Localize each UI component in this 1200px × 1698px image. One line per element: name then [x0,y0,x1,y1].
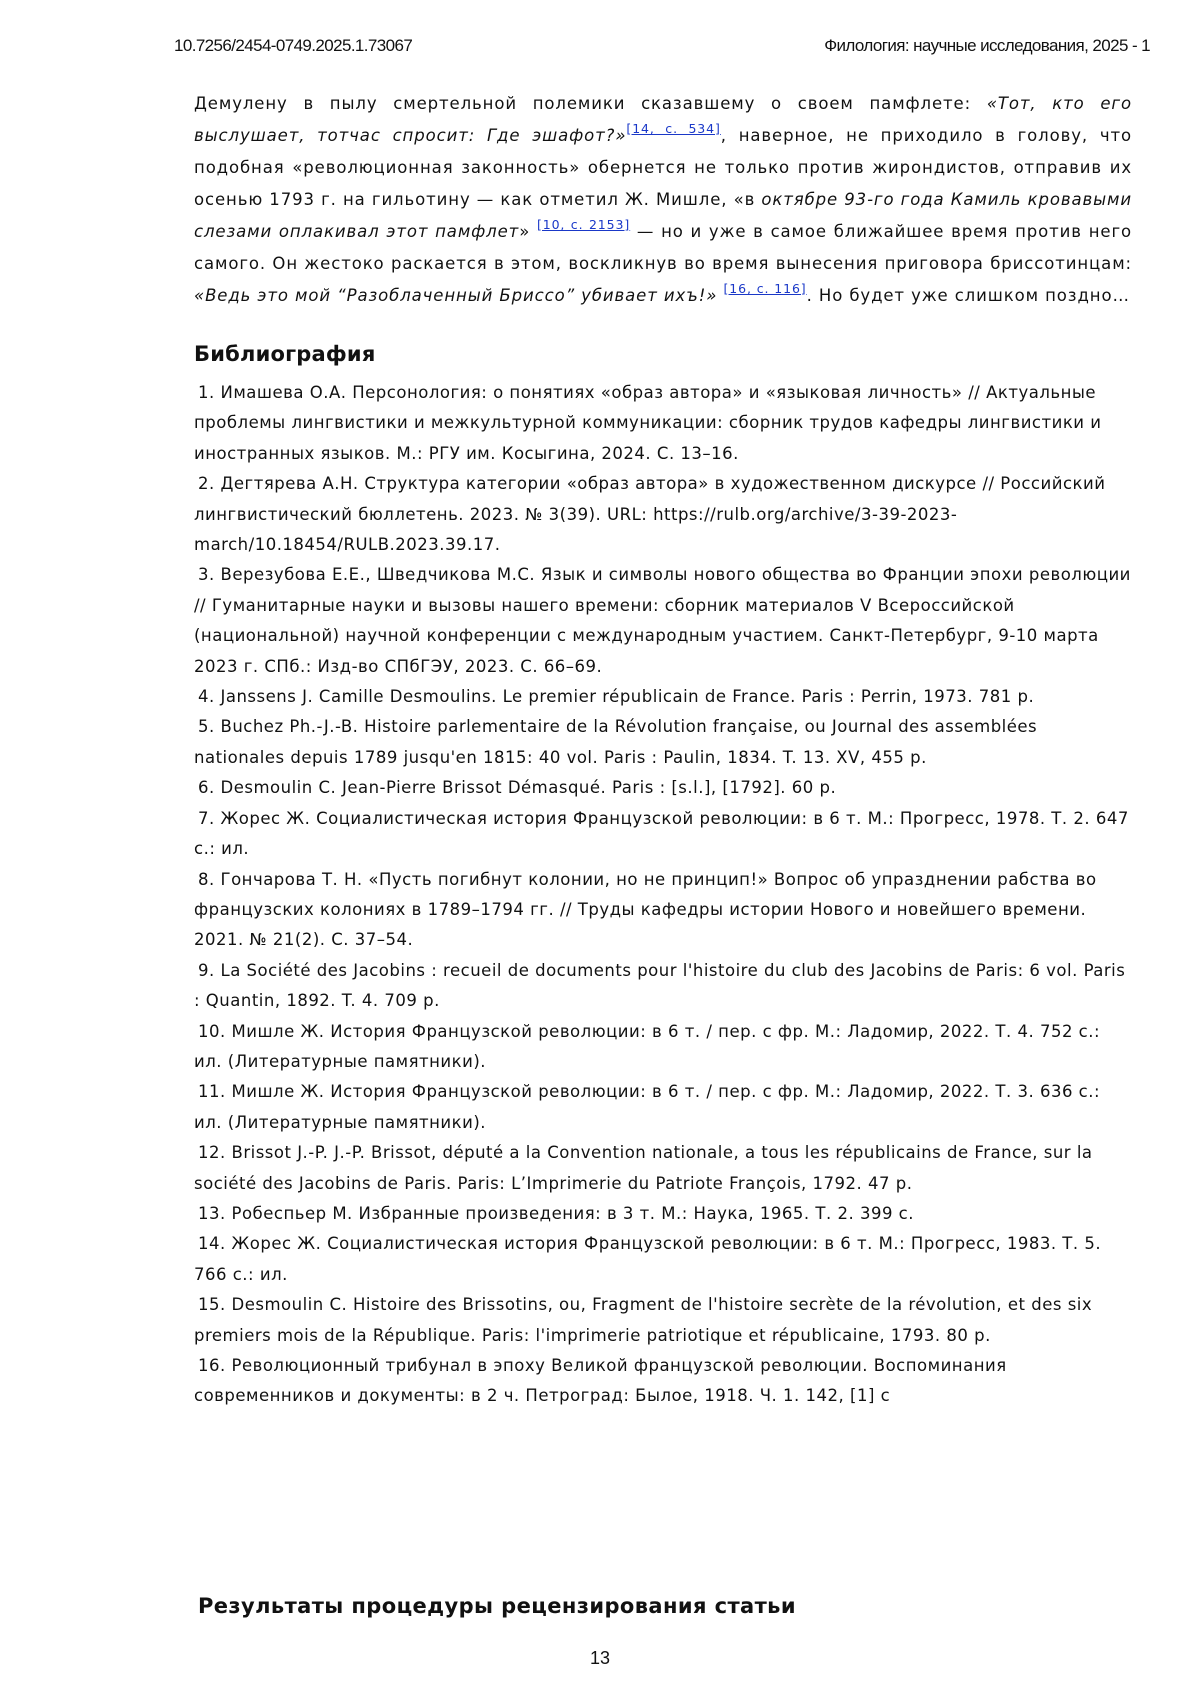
text-run: — но и уже в самое ближайшее время против него самого. Он жестоко раскается в этом, воскликнув во время вынесения приговора бриссотинцам: [194,222,1132,273]
item-text: Верезубова Е.Е., Шведчикова М.С. Язык и символы нового общества во Франции эпохи революции // Гуманитарные науки и вызовы нашего времени: сборник материалов V Всероссийской (национальной) научной конференции с международным участием. Санкт-Петербург, 9-10 марта 2023 г. СПб.: Изд-во СПбГЭУ, 2023. С. 66–69. [194,565,1131,675]
item-text: Buchez Ph.-J.-B. Histoire parlementaire de la Révolution française, ou Journal des assemblées nationales depuis 1789 jusqu'en 1815: 40 vol. Paris : Paulin, 1834. T. 13. XV, 455 p. [194,717,1037,766]
bibliography-item [194,1077,1132,1138]
bibliography-item [194,956,1132,1017]
journal-title: Филология: научные исследования, 2025 - 1 [824,36,1150,56]
item-number: 6. [194,773,215,803]
review-results-heading: Результаты процедуры рецензирования статьи [198,1594,796,1628]
item-text: Жорес Ж. Социалистическая история Французской революции: в 6 т. М.: Прогресс, 1978. Т. 2. 647 с.: ил. [194,809,1129,858]
bibliography-item [194,682,1132,712]
bibliography-item [194,469,1132,560]
item-number: 12. [194,1138,226,1168]
item-number: 1. [194,378,215,408]
quote: «Ведь это мой “Разоблаченный Бриссо” убивает ихъ!» [194,286,717,305]
article-body [194,88,1132,1412]
text-run: » [519,222,537,241]
item-text: Мишле Ж. История Французской революции: в 6 т. / пер. с фр. М.: Ладомир, 2022. Т. 4. 752 с.: ил. (Литературные памятники). [194,1022,1100,1071]
quote: октябре 93-го года Камиль кровавыми слезами оплакивал этот памфлет [194,190,1132,241]
item-text: Desmoulin C. Jean-Pierre Brissot Démasqué. Paris : [s.l.], [1792]. 60 p. [221,778,837,797]
bibliography-item [194,378,1132,469]
item-number: 10. [194,1017,226,1047]
doi: 10.7256/2454-0749.2025.1.73067 [174,36,412,56]
item-text: Janssens J. Camille Desmoulins. Le premier républicain de France. Paris : Perrin, 1973. 781 p. [221,687,1035,706]
citation-link[interactable]: [10, с. 2153] [537,217,630,232]
item-text: Desmoulin C. Histoire des Brissotins, ou, Fragment de l'histoire secrète de la révolution, et des six premiers mois de la République. Paris: l'imprimerie patriotique et républicaine, 1793. 80 p. [194,1295,1092,1344]
bibliography-item [194,773,1132,803]
text-run: Демулену в пылу смертельной полемики сказавшему о своем памфлете: [194,94,987,113]
item-text: Имашева О.А. Персонология: о понятиях «образ автора» и «языковая личность» // Актуальные проблемы лингвистики и межкультурной коммуникации: сборник трудов кафедры лингвистики и иностранных языков. М.: РГУ им. Косыгина, 2024. С. 13–16. [194,383,1101,463]
item-text: Робеспьер М. Избранные произведения: в 3 т. М.: Наука, 1965. Т. 2. 399 с. [232,1204,915,1223]
bibliography-item [194,1017,1132,1078]
intro-paragraph [194,88,1132,312]
item-text: Дегтярева А.Н. Структура категории «образ автора» в художественном дискурсе // Российский лингвистический бюллетень. 2023. № 3(39). URL: https://rulb.org/archive/3-39-2023-march/10.18454/RULB.2023.39.17. [194,474,1105,554]
citation-link[interactable]: [16, с. 116] [724,281,807,296]
item-text: Революционный трибунал в эпоху Великой французской революции. Воспоминания современников и документы: в 2 ч. Петроград: Былое, 1918. Ч. 1. 142, [1] с [194,1356,1007,1405]
bibliography-item [194,1138,1132,1199]
item-number: 9. [194,956,215,986]
text-run: . Но будет уже слишком поздно… [807,286,1130,305]
bibliography-list [194,378,1132,1412]
bibliography-item [194,804,1132,865]
bibliography-item [194,560,1132,682]
bibliography-item [194,865,1132,956]
item-number: 7. [194,804,215,834]
item-number: 3. [194,560,215,590]
bibliography-heading: Библиография [194,342,1132,366]
item-text: Brissot J.-P. J.-P. Brissot, député a la Convention nationale, a tous les républicains de France, sur la société des Jacobins de Paris. Paris: L’Imprimerie du Patriote François, 1792. 47 p. [194,1143,1093,1192]
item-number: 4. [194,682,215,712]
item-number: 11. [194,1077,226,1107]
bibliography-item [194,712,1132,773]
citation-link[interactable]: [14, с. 534] [626,121,720,136]
item-number: 16. [194,1351,226,1381]
bibliography-item [194,1351,1132,1412]
item-number: 2. [194,469,215,499]
item-number: 5. [194,712,215,742]
item-number: 8. [194,865,215,895]
text-run: , наверное, не приходило в голову, что подобная «революционная законность» обернется не только против жирондистов, отправив их осенью 1793 г. на гильотину — как отметил Ж. Мишле, «в [194,126,1132,209]
page-number: 13 [0,1648,1200,1669]
item-number: 15. [194,1290,226,1320]
item-text: Жорес Ж. Социалистическая история Французской революции: в 6 т. М.: Прогресс, 1983. Т. 5. 766 с.: ил. [194,1234,1101,1283]
item-text: Мишле Ж. История Французской революции: в 6 т. / пер. с фр. М.: Ладомир, 2022. Т. 3. 636 с.: ил. (Литературные памятники). [194,1082,1100,1131]
bibliography-item [194,1199,1132,1229]
item-number: 13. [194,1199,226,1229]
quote: «Тот, кто его выслушает, тотчас спросит: Где эшафот?» [194,94,1132,145]
bibliography-item [194,1290,1132,1351]
item-text: La Société des Jacobins : recueil de documents pour l'histoire du club des Jacobins de Paris: 6 vol. Paris : Quantin, 1892. T. 4. 709 p. [194,961,1125,1010]
bibliography-item [194,1229,1132,1290]
item-number: 14. [194,1229,226,1259]
item-text: Гончарова Т. Н. «Пусть погибнут колонии, но не принцип!» Вопрос об упразднении рабства во французских колониях в 1789–1794 гг. // Труды кафедры истории Нового и новейшего времени. 2021. № 21(2). С. 37–54. [194,870,1097,950]
